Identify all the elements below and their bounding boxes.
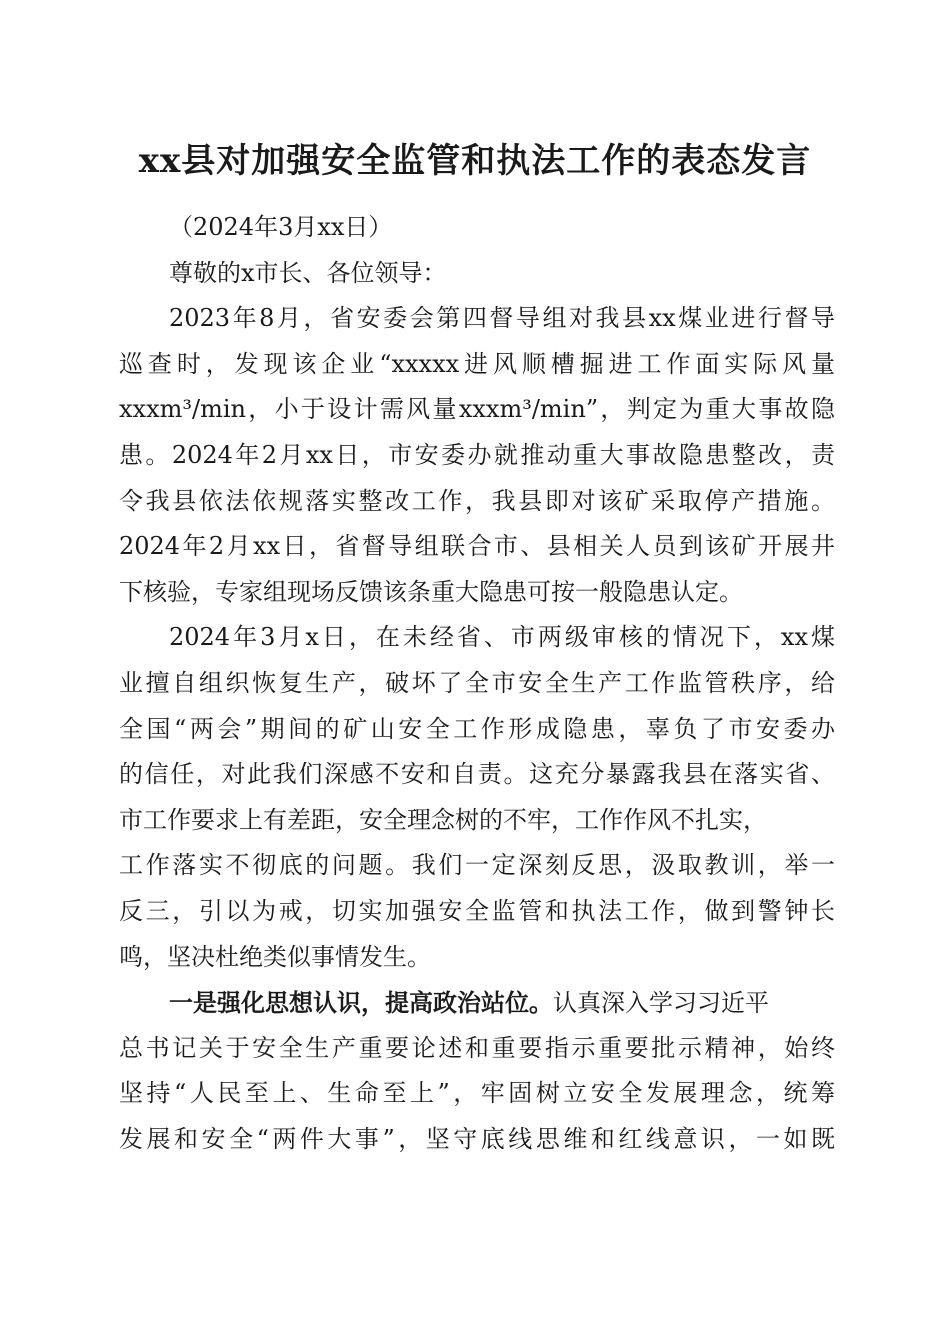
paragraph-line: 发展和安全“两件大事”，坚守底线思维和红线意识，一如既 [119,1124,835,1153]
paragraph-line: 反三，引以为戒，切实加强安全监管和执法工作，做到警钟长 [119,896,835,925]
paragraph-line: 2024年3月x日，在未经省、市两级审核的情况下，xx煤 [169,623,835,652]
paragraph-line: 工作落实不彻底的问题。我们一定深刻反思，汲取教训，举一 [119,851,835,880]
paragraph-line [119,980,835,1026]
paragraph-line: 鸣，坚决杜绝类似事情发生。 [119,942,431,971]
paragraph-line: 患。2024年2月xx日，市安委办就推动重大事故隐患整改，责 [119,440,835,469]
paragraph-2 [119,615,835,980]
date-line: （2024年3月xx日） [169,213,393,241]
document-body [119,205,835,1162]
paragraph-line: 总书记关于安全生产重要论述和重要指示重要批示精神，始终 [119,1033,835,1062]
salutation: 尊敬的x市长、各位领导： [169,258,447,287]
paragraph-line: 全国“两会”期间的矿山安全工作形成隐患，辜负了市安委办 [119,714,835,743]
paragraph-line: 2024年2月xx日，省督导组联合市、县相关人员到该矿开展井 [119,532,835,561]
document-title: xx县对加强安全监管和执法工作的表态发言 [138,141,812,181]
paragraph-line: 坚持“人民至上、生命至上”，牢固树立安全发展理念，统筹 [119,1079,835,1108]
paragraph-line: 令我县依法依规落实整改工作，我县即对该矿采取停产措施。 [119,486,835,515]
paragraph-1 [119,296,835,615]
paragraph-line: 巡查时，发现该企业“xxxxx进风顺槽掘进工作面实际风量 [119,349,835,378]
paragraph-line: 市工作要求上有差距，安全理念树的不牢，工作作风不扎实， [119,805,767,834]
paragraph-line: 的信任，对此我们深感不安和自责。这充分暴露我县在落实省、 [119,760,835,789]
paragraph-lead-rest: 认真深入学习习近平 [553,989,769,1018]
paragraph-3 [119,980,835,1162]
paragraph-line: 业擅自组织恢复生产，破坏了全市安全生产工作监管秩序，给 [119,668,835,697]
paragraph-lead-bold: 一是强化思想认识，提高政治站位。 [169,988,553,1018]
paragraph-line: xxxm³/min，小于设计需风量xxxm³/min”，判定为重大事故隐 [119,395,835,424]
paragraph-line: 下核验，专家组现场反馈该条重大隐患可按一般隐患认定。 [119,577,743,606]
paragraph-line: 2023年8月，省安委会第四督导组对我县xx煤业进行督导 [169,304,835,333]
